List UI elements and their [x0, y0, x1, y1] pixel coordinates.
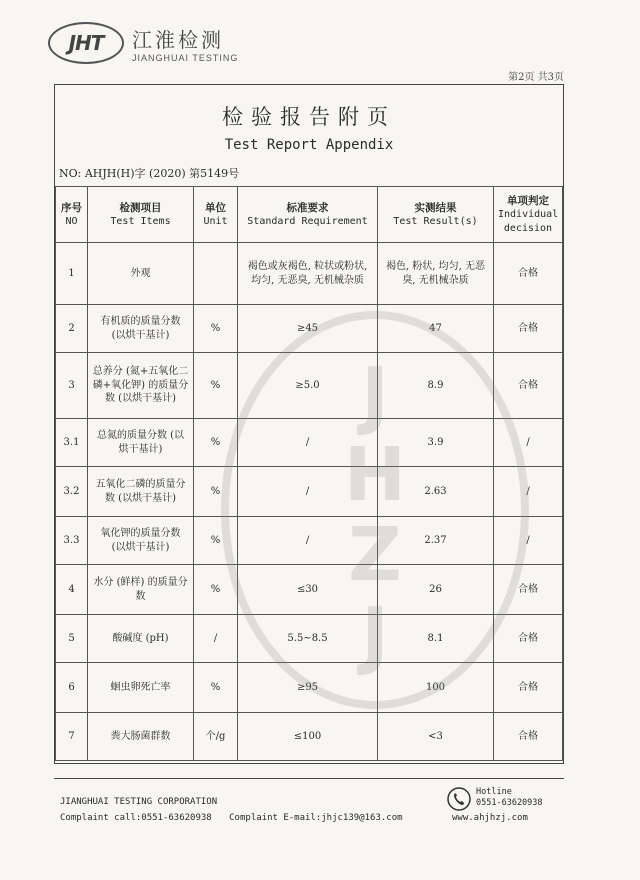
row-result: 47 [378, 305, 494, 353]
table-row [56, 243, 563, 305]
row-unit: % [194, 663, 238, 713]
footer-divider [54, 778, 564, 779]
row-decision: 合格 [494, 713, 563, 761]
table-row [56, 467, 563, 517]
row-test-item: 总氮的质量分数 (以烘干基计) [88, 419, 194, 467]
table-row [56, 713, 563, 761]
row-unit: % [194, 305, 238, 353]
row-unit: % [194, 419, 238, 467]
row-requirement: ≤100 [238, 713, 378, 761]
row-no: 2 [56, 305, 88, 353]
row-result: 褐色, 粉状, 均匀, 无恶臭, 无机械杂质 [378, 243, 494, 305]
row-test-item: 外观 [88, 243, 194, 305]
results-table [55, 186, 563, 761]
hotline [476, 787, 543, 808]
header-result: 实测结果 Test Result(s) [378, 187, 494, 243]
phone-icon [447, 787, 471, 811]
table-row [56, 305, 563, 353]
row-no: 4 [56, 565, 88, 615]
row-no: 1 [56, 243, 88, 305]
row-test-item: 有机质的质量分数 (以烘干基计) [88, 305, 194, 353]
row-requirement: / [238, 419, 378, 467]
row-no: 3.1 [56, 419, 88, 467]
row-unit: / [194, 615, 238, 663]
row-unit: % [194, 565, 238, 615]
row-unit: % [194, 353, 238, 419]
row-decision: 合格 [494, 663, 563, 713]
row-decision: 合格 [494, 565, 563, 615]
table-header-row [56, 187, 563, 243]
row-result: 3.9 [378, 419, 494, 467]
hotline-label: Hotline [476, 787, 512, 797]
row-requirement: ≥5.0 [238, 353, 378, 419]
row-no: 6 [56, 663, 88, 713]
stamp-letter: J [361, 352, 389, 438]
header-test-items: 检测项目 Test Items [88, 187, 194, 243]
row-requirement: / [238, 467, 378, 517]
row-no: 3.2 [56, 467, 88, 517]
row-requirement: ≥95 [238, 663, 378, 713]
row-result: 100 [378, 663, 494, 713]
row-result: 2.63 [378, 467, 494, 517]
row-decision: 合格 [494, 305, 563, 353]
row-test-item: 五氧化二磷的质量分数 (以烘干基计) [88, 467, 194, 517]
row-test-item: 氧化钾的质量分数 (以烘干基计) [88, 517, 194, 565]
company-name-cn: 江淮检测 [132, 27, 224, 52]
row-requirement: ≥45 [238, 305, 378, 353]
row-decision: / [494, 419, 563, 467]
row-test-item: 酸碱度 (pH) [88, 615, 194, 663]
header-decision: 单项判定 Individual decision [494, 187, 563, 243]
row-requirement: 5.5~8.5 [238, 615, 378, 663]
row-requirement: 褐色或灰褐色, 粒状或粉状, 均匀, 无恶臭, 无机械杂质 [238, 243, 378, 305]
table-row [56, 565, 563, 615]
row-unit: % [194, 467, 238, 517]
row-test-item: 粪大肠菌群数 [88, 713, 194, 761]
table-row [56, 419, 563, 467]
row-requirement: ≤30 [238, 565, 378, 615]
header-unit: 单位 Unit [194, 187, 238, 243]
row-test-item: 总养分 (氮+五氧化二磷+氧化钾) 的质量分数 (以烘干基计) [88, 353, 194, 419]
title-cn: 检验报告附页 [222, 105, 396, 129]
website-link[interactable]: www.ahjhzj.com [452, 813, 528, 823]
table-row [56, 353, 563, 419]
table-row [56, 517, 563, 565]
row-test-item: 水分 (鲜样) 的质量分数 [88, 565, 194, 615]
table-row [56, 615, 563, 663]
row-decision: 合格 [494, 353, 563, 419]
stamp-letter: J [361, 592, 389, 678]
row-no: 3.3 [56, 517, 88, 565]
header-standard: 标准要求 Standard Requirement [238, 187, 378, 243]
stamp-letter: Z [348, 512, 402, 598]
complaint-call: Complaint call:0551-63620938 [60, 813, 212, 823]
page-indicator: 第2页 共3页 [508, 72, 564, 83]
row-result: 2.37 [378, 517, 494, 565]
row-decision: 合格 [494, 615, 563, 663]
row-decision: / [494, 517, 563, 565]
footer-contact [60, 813, 403, 823]
table-row [56, 663, 563, 713]
row-requirement: / [238, 517, 378, 565]
stamp-letter: H [344, 432, 406, 518]
row-no: 7 [56, 713, 88, 761]
row-result: 8.9 [378, 353, 494, 419]
row-unit: 个/g [194, 713, 238, 761]
row-decision: / [494, 467, 563, 517]
row-decision: 合格 [494, 243, 563, 305]
company-name-en: JIANGHUAI TESTING [132, 52, 239, 63]
row-test-item: 蛔虫卵死亡率 [88, 663, 194, 713]
row-result: <3 [378, 713, 494, 761]
row-no: 5 [56, 615, 88, 663]
row-unit: % [194, 517, 238, 565]
row-result: 8.1 [378, 615, 494, 663]
row-result: 26 [378, 565, 494, 615]
header-no: 序号 NO [56, 187, 88, 243]
hotline-number: 0551-63620938 [476, 797, 543, 808]
footer-corporation: JIANGHUAI TESTING CORPORATION [60, 797, 218, 807]
logo-mark: JHT [48, 22, 124, 64]
complaint-email: Complaint E-mail:jhjc139@163.com [229, 813, 403, 823]
company-logo [48, 22, 238, 64]
row-no: 3 [56, 353, 88, 419]
title-en: Test Report Appendix [224, 137, 394, 153]
report-number: NO: AHJH(H)字 (2020) 第5149号 [59, 167, 240, 180]
report-frame [54, 84, 564, 764]
row-unit [194, 243, 238, 305]
logo-text [132, 24, 238, 63]
